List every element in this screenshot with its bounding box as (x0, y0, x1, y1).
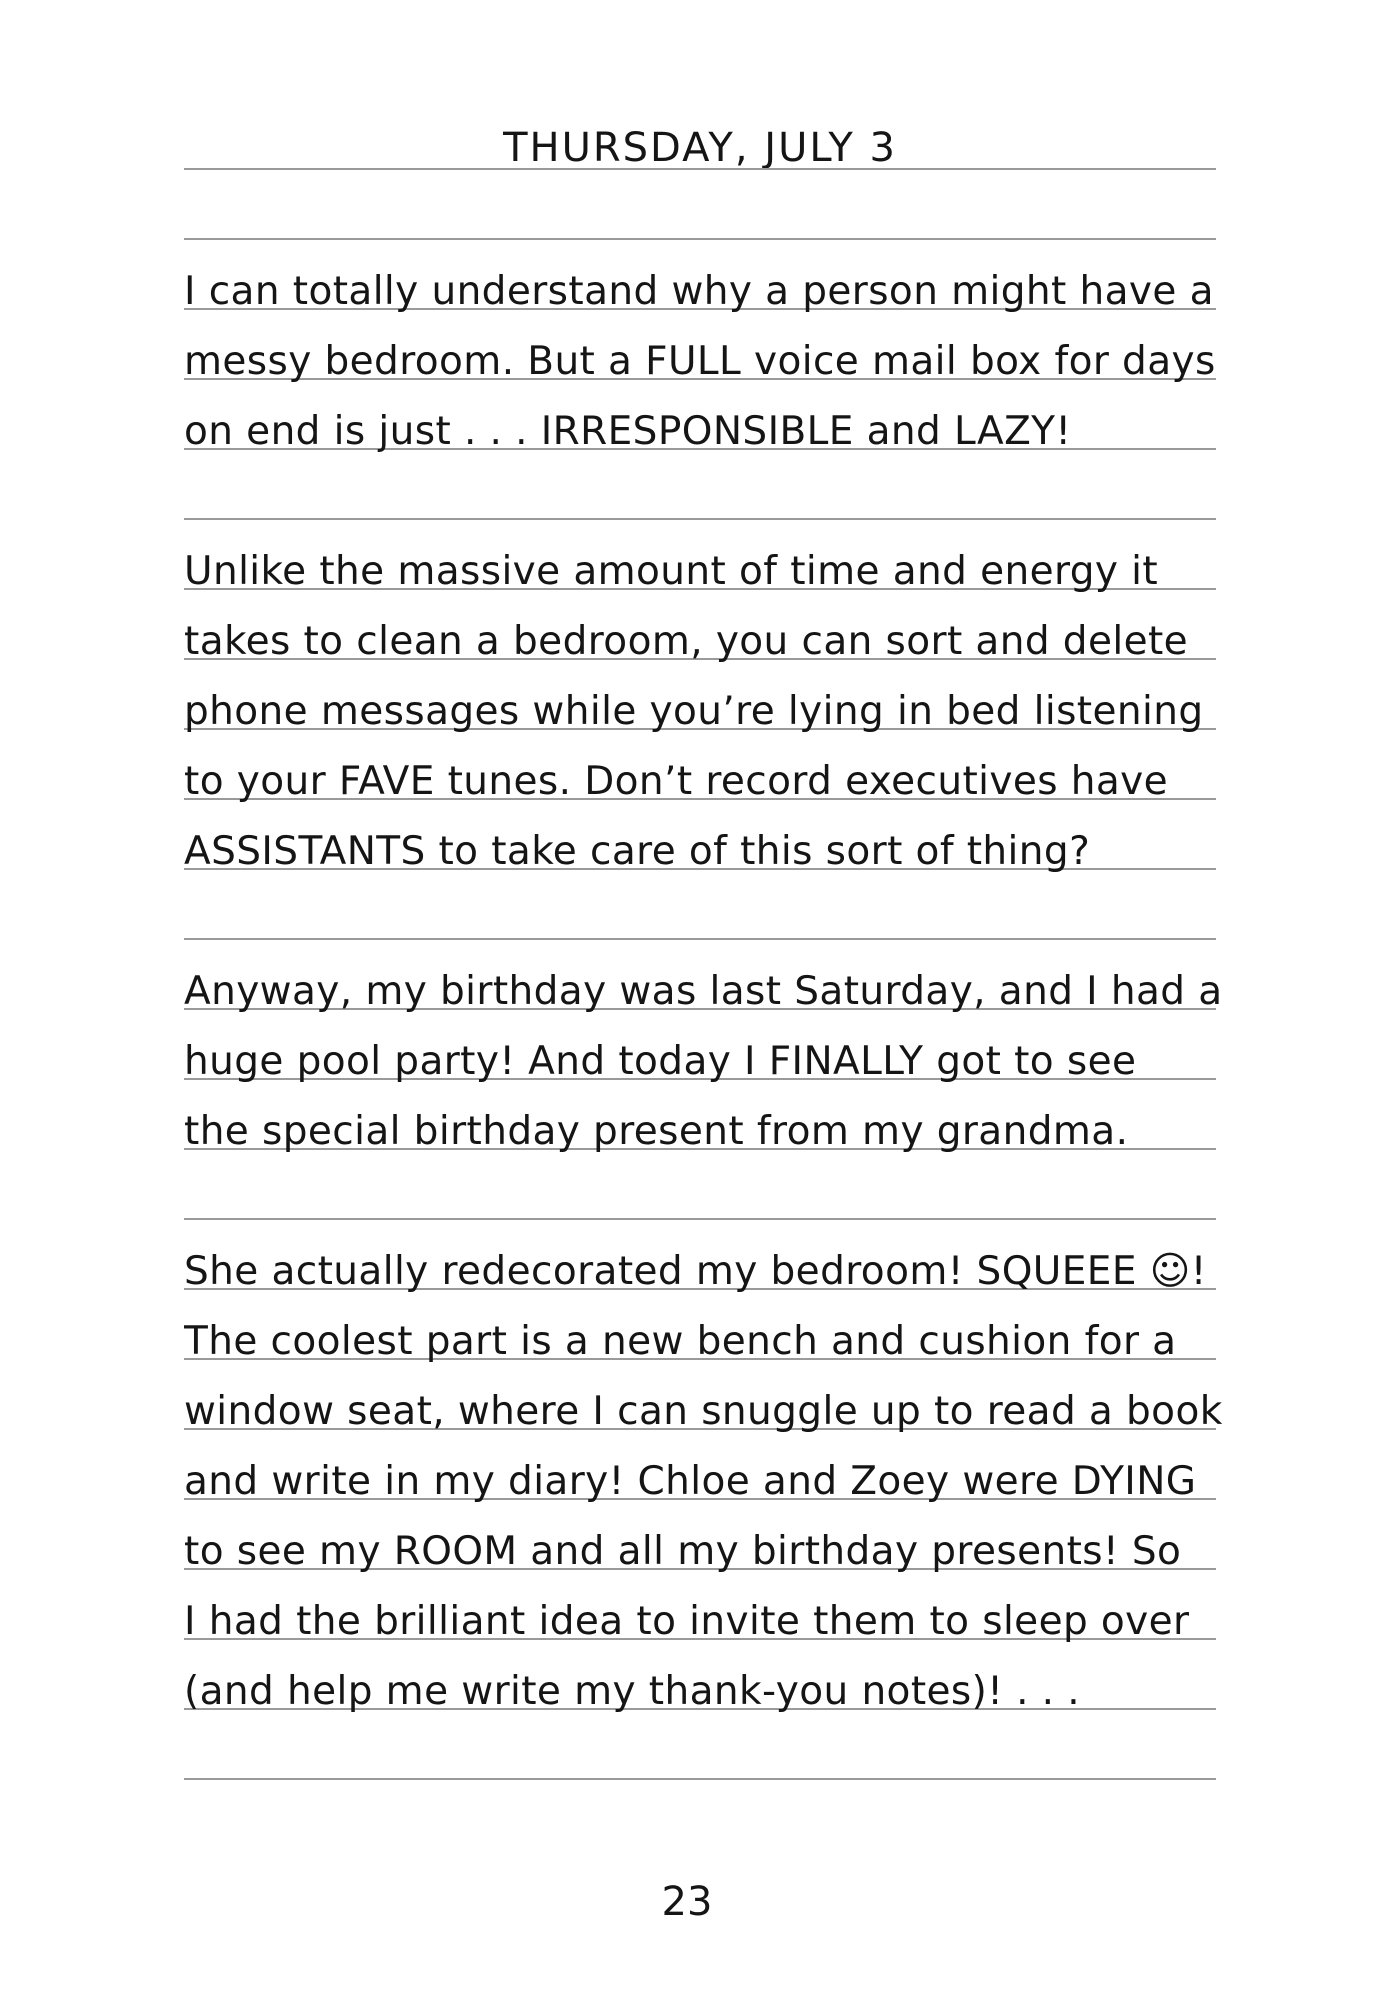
text-line: the special birthday present from my grandma. (184, 1109, 1129, 1154)
date-heading: THURSDAY, JULY 3 (503, 125, 897, 171)
ruled-line (184, 1778, 1216, 1780)
page-number: 23 (661, 1879, 713, 1925)
text-line: phone messages while you’re lying in bed listening (184, 689, 1204, 734)
ruled-line (184, 168, 1216, 170)
text-line: Anyway, my birthday was last Saturday, and I had a (184, 969, 1223, 1014)
text-line: window seat, where I can snuggle up to read a book (184, 1389, 1223, 1434)
text-line: and write in my diary! Chloe and Zoey were DYING (184, 1459, 1197, 1504)
text-line: I can totally understand why a person might have a (184, 269, 1214, 314)
text-line: to see my ROOM and all my birthday presents! So (184, 1529, 1182, 1574)
text-line: (and help me write my thank-you notes)! . . . (184, 1669, 1081, 1714)
text-line: ASSISTANTS to take care of this sort of thing? (184, 829, 1091, 874)
text-line: to your FAVE tunes. Don’t record executives have (184, 759, 1169, 804)
text-line: takes to clean a bedroom, you can sort and delete (184, 619, 1189, 664)
text-line: Unlike the massive amount of time and energy it (184, 549, 1159, 594)
text-line: messy bedroom. But a FULL voice mail box for days (184, 339, 1216, 384)
ruled-line (184, 938, 1216, 940)
text-line: She actually redecorated my bedroom! SQUEEE ☺! (184, 1249, 1207, 1294)
ruled-line (184, 238, 1216, 240)
text-line: huge pool party! And today I FINALLY got to see (184, 1039, 1137, 1084)
text-line: I had the brilliant idea to invite them to sleep over (184, 1599, 1190, 1644)
ruled-line (184, 518, 1216, 520)
text-line: The coolest part is a new bench and cushion for a (184, 1319, 1177, 1364)
text-line: on end is just . . . IRRESPONSIBLE and LAZY! (184, 409, 1072, 454)
ruled-line (184, 1218, 1216, 1220)
